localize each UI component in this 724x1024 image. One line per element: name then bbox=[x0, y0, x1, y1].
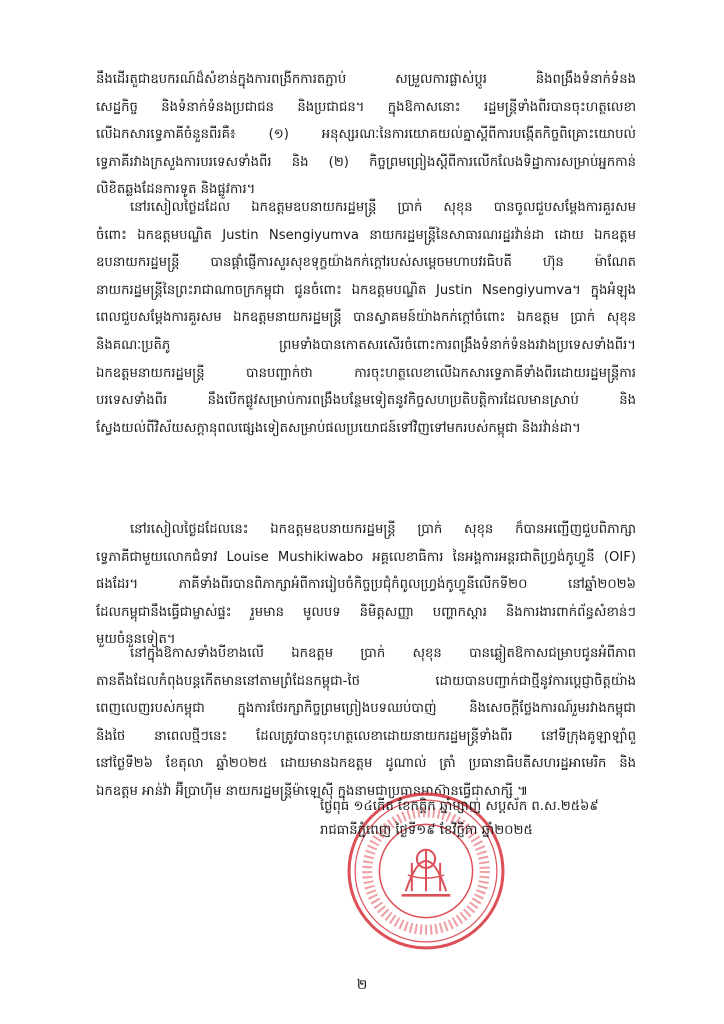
text-line: នឹងដើរតួជាឧបករណ៍ដ៏សំខាន់ក្នុងការពង្រីកការតភ្ជាប់ សម្រួលការផ្លាស់ប្តូរ និងពង្រឹងទំនាក់ទំនង bbox=[96, 72, 636, 87]
text-line: ចំពោះ ឯកឧត្តមបណ្ឌិត Justin Nsengiyumva នាយករដ្ឋមន្ត្រីនៃសាធារណរដ្ឋរវ៉ាន់ដា ដោយ ឯកឧត្តម bbox=[96, 227, 636, 243]
text-line: ដែលកម្ពុជានឹងធ្វើជាម្ចាស់ផ្ទះ រួមមាន មូលបទ និមិត្តសញ្ញា បញ្ហាកស្តារ និងការងារពាក់ព័ន្ធសំខាន់ៗ bbox=[96, 604, 636, 620]
paragraph-4 bbox=[96, 640, 636, 806]
text-line: ឯកឧត្តម អាន់វ៉ា អ៊ីប្រាហ៊ីម នាយករដ្ឋមន្ត្រីម៉ាឡេស៊ី ក្នុងនាមជាប្រធានអាស៊ានធ្វើជាសាក្សី ៕ bbox=[96, 783, 529, 799]
text-line: ឧបនាយករដ្ឋមន្ត្រី បានផ្តាំផ្ញើការសួរសុខទុក្ខយ៉ាងកក់ក្តៅរបស់សម្តេចមហាបវរធិបតី ហ៊ុន ម៉ាណែត bbox=[96, 255, 636, 271]
text-line: នៅក្នុងឱកាសទាំងបីខាងលើ ឯកឧត្តម ប្រាក់ សុខុន បានឆ្លៀតឱកាសជម្រាបជូនអំពីភាព bbox=[130, 646, 636, 661]
text-line: តានតឹងដែលកំពុងបន្តកើតមាននៅតាមព្រំដែនកម្ពុជា-ថៃ ដោយបានបញ្ជាក់ជាថ្មីនូវការប្តេជ្ញាចិត្តយ៉ាង bbox=[96, 673, 636, 689]
text-line: នៅរសៀលថ្ងៃដដែល ឯកឧត្តមឧបនាយករដ្ឋមន្ត្រី ប្រាក់ សុខុន បានចូលជួបសម្តែងការគួរសម bbox=[130, 200, 636, 215]
text-line: មួយចំនួនទៀត។ bbox=[96, 632, 176, 648]
text-line: នៅរសៀលថ្ងៃដដែលនេះ ឯកឧត្តមឧបនាយករដ្ឋមន្ត្រី ប្រាក់ សុខុន ក៏បានអញ្ជើញជួបពិភាក្សា bbox=[130, 522, 636, 537]
paragraph-1 bbox=[96, 66, 636, 204]
text-line: នាយករដ្ឋមន្ត្រីនៃព្រះរាជាណាចក្រកម្ពុជា ជូនចំពោះ ឯកឧត្តមបណ្ឌិត Justin Nsengiyumva។ ក្នុងអំឡុង bbox=[96, 282, 636, 298]
text-line: និងគណៈប្រតិភូ ព្រមទាំងបានកោតសរសើរចំពោះការពង្រឹងទំនាក់ទំនងរវាងប្រទេសទាំងពីរ។ bbox=[96, 337, 636, 353]
text-line: បរទេសទាំងពីរ នឹងបើកផ្លូវសម្រាប់ការពង្រឹងបន្ថែមទៀតនូវកិច្ចសហប្រតិបត្តិការដែលមានស្រាប់ និង bbox=[96, 393, 636, 409]
date-solar: រាជធានីភ្នំពេញ ថ្ងៃទី១៩ ខែវិច្ឆិកា ឆ្នាំ២០២៥ bbox=[320, 823, 533, 838]
page-number: ២ bbox=[356, 977, 368, 993]
text-line: ទ្វេភាគីរវាងក្រសួងការបរទេសទាំងពីរ និង (២) កិច្ចព្រមព្រៀងស្តីពីការលើកលែងទិដ្ឋាការសម្រាប់អ្នកកាន់ bbox=[96, 154, 636, 170]
text-line: ពេញលេញរបស់កម្ពុជា ក្នុងការថែរក្សាកិច្ចព្រមព្រៀងបទឈប់បាញ់ និងសេចក្តីថ្លែងការណ៍រួមរវាងកម្ពុជា bbox=[96, 701, 636, 717]
text-line: នៅថ្ងៃទី២៦ ខែតុលា ឆ្នាំ២០២៥ ដោយមានឯកឧត្តម ដូណាល់ ត្រាំ ប្រធានាធិបតីសហរដ្ឋអាមេរិក និង bbox=[96, 756, 636, 772]
text-line: ស្វែងយល់ពីវិស័យសក្តានុពលផ្សេងទៀតសម្រាប់ផលប្រយោជន៍ទៅវិញទៅមករបស់កម្ពុជា និងរវ៉ាន់ដា។ bbox=[96, 420, 581, 436]
text-line: និងថៃ នាពេលថ្មីៗនេះ ដែលត្រូវបានចុះហត្ថលេខាដោយនាយករដ្ឋមន្ត្រីទាំងពីរ នៅទីក្រុងគូឡាឡាំពួ bbox=[96, 728, 636, 744]
text-line: ពេលជួបសម្តែងការគួរសម ឯកឧត្តមនាយករដ្ឋមន្ត្រី បានស្វាគមន៍យ៉ាងកក់ក្តៅចំពោះ ឯកឧត្តម ប្រាក់ សុខុន bbox=[96, 310, 636, 326]
text-line: សេដ្ឋកិច្ច និងទំនាក់ទំនងប្រជាជន និងប្រជាជន។ ក្នុងឱកាសនោះ រដ្ឋមន្ត្រីទាំងពីរបានចុះហត្ថលេខា bbox=[96, 99, 636, 115]
text-line: លើឯកសារទ្វេភាគីចំនួនពីរគឺ៖ (១) អនុស្សរណៈនៃការយោគយល់គ្នាស្តីពីការបង្កើតកិច្ចពិគ្រោះយោបល់ bbox=[96, 127, 636, 143]
text-line: ទ្វេភាគីជាមួយលោកជំទាវ Louise Mushikiwabo អគ្គលេខាធិការ នៃអង្គការអន្តរជាតិហ្វ្រង់កូហ្វូនី (OIF) bbox=[96, 549, 636, 565]
text-line: ឯកឧត្តមនាយករដ្ឋមន្ត្រី បានបញ្ជាក់ថា ការចុះហត្ថលេខាលើឯកសារទ្វេភាគីទាំងពីរដោយរដ្ឋមន្ត្រីការ bbox=[96, 365, 636, 381]
text-line: លិខិតឆ្លងដែនការទូត និងផ្លូវការ។ bbox=[96, 182, 256, 198]
text-line: ផងដែរ។ ភាគីទាំងពីរបានពិភាក្សាអំពីការរៀបចំកិច្ចប្រជុំកំពូលហ្វ្រង់កូហ្វូនីលើកទី២០ នៅឆ្នាំ២០២៦ bbox=[96, 577, 636, 593]
paragraph-3 bbox=[96, 516, 636, 654]
paragraph-2 bbox=[96, 194, 636, 442]
date-lunar: ថ្ងៃពុធ ១៤កើត ខែកត្តិក ឆ្នាំម្សាញ់ សប្តស័ក ព.ស.២៥៦៩ bbox=[320, 799, 599, 814]
